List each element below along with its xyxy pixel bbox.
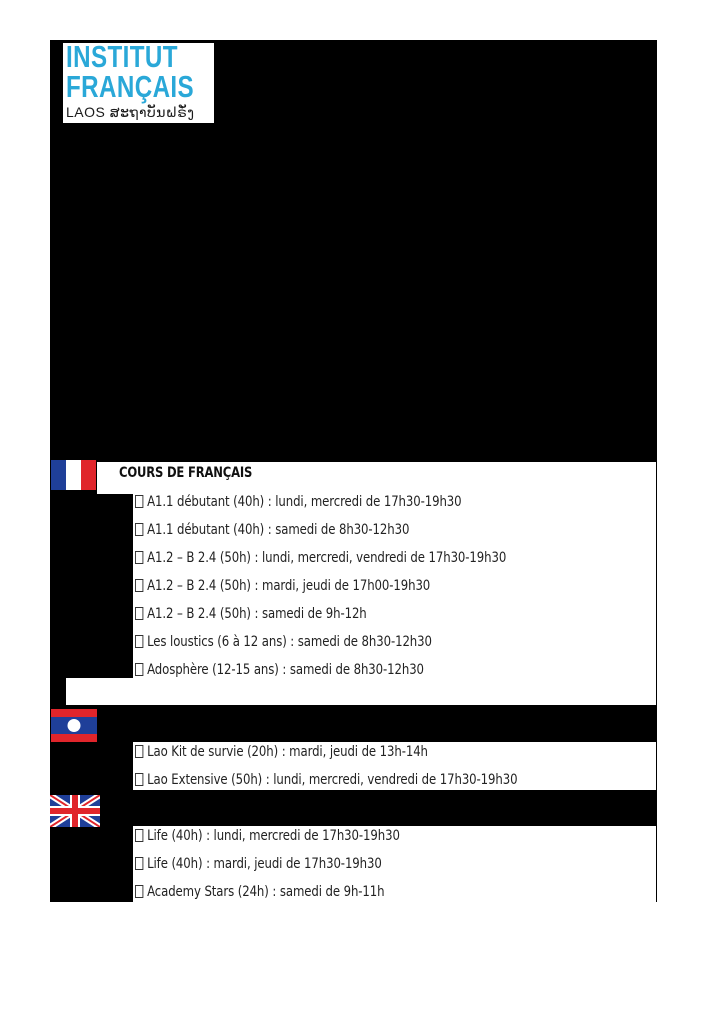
- checkbox-icon: [135, 551, 143, 564]
- checkbox-icon: [135, 829, 143, 842]
- checkbox-icon: [135, 579, 143, 592]
- french-course-item: Les loustics (6 à 12 ans) : samedi de 8h30-12h30: [135, 634, 432, 650]
- english-course-item: Life (40h) : lundi, mercredi de 17h30-19h30: [135, 828, 400, 844]
- french-course-item: A1.1 débutant (40h) : lundi, mercredi de 17h30-19h30: [135, 494, 462, 510]
- french-courses-title: COURS DE FRANÇAIS: [119, 465, 253, 481]
- checkbox-icon: [135, 857, 143, 870]
- checkbox-icon: [135, 635, 143, 648]
- lao-course-item: Lao Kit de survie (20h) : mardi, jeudi de 13h-14h: [135, 744, 428, 760]
- french-course-item: A1.2 – B 2.4 (50h) : samedi de 9h-12h: [135, 606, 367, 622]
- checkbox-icon: [135, 773, 143, 786]
- french-course-item: Adosphère (12-15 ans) : samedi de 8h30-12h30: [135, 662, 424, 678]
- logo-line-institut: INSTITUT: [66, 39, 178, 74]
- checkbox-icon: [135, 523, 143, 536]
- lao-flag-icon: [51, 709, 97, 742]
- checkbox-icon: [135, 663, 143, 676]
- checkbox-icon: [135, 495, 143, 508]
- checkbox-icon: [135, 607, 143, 620]
- checkbox-icon: [135, 745, 143, 758]
- french-courses-bottom-panel: [66, 678, 656, 705]
- french-course-item: A1.1 débutant (40h) : samedi de 8h30-12h30: [135, 522, 409, 538]
- logo-laos-text: LAOS: [66, 104, 106, 120]
- checkbox-icon: [135, 885, 143, 898]
- french-flag-icon: [51, 460, 96, 490]
- uk-flag-icon: [50, 795, 100, 827]
- french-course-item: A1.2 – B 2.4 (50h) : mardi, jeudi de 17h00-19h30: [135, 578, 430, 594]
- logo-lao-script-text: ສະຖາບັນຝຣັ່ງ: [109, 104, 195, 120]
- logo-line-francais: FRANÇAIS: [66, 69, 195, 104]
- english-course-item: Academy Stars (24h) : samedi de 9h-11h: [135, 884, 384, 900]
- french-course-item: A1.2 – B 2.4 (50h) : lundi, mercredi, vendredi de 17h30-19h30: [135, 550, 506, 566]
- institut-francais-logo: [63, 39, 214, 123]
- english-course-item: Life (40h) : mardi, jeudi de 17h30-19h30: [135, 856, 382, 872]
- logo-line-laos: [66, 104, 195, 120]
- lao-course-item: Lao Extensive (50h) : lundi, mercredi, vendredi de 17h30-19h30: [135, 772, 517, 788]
